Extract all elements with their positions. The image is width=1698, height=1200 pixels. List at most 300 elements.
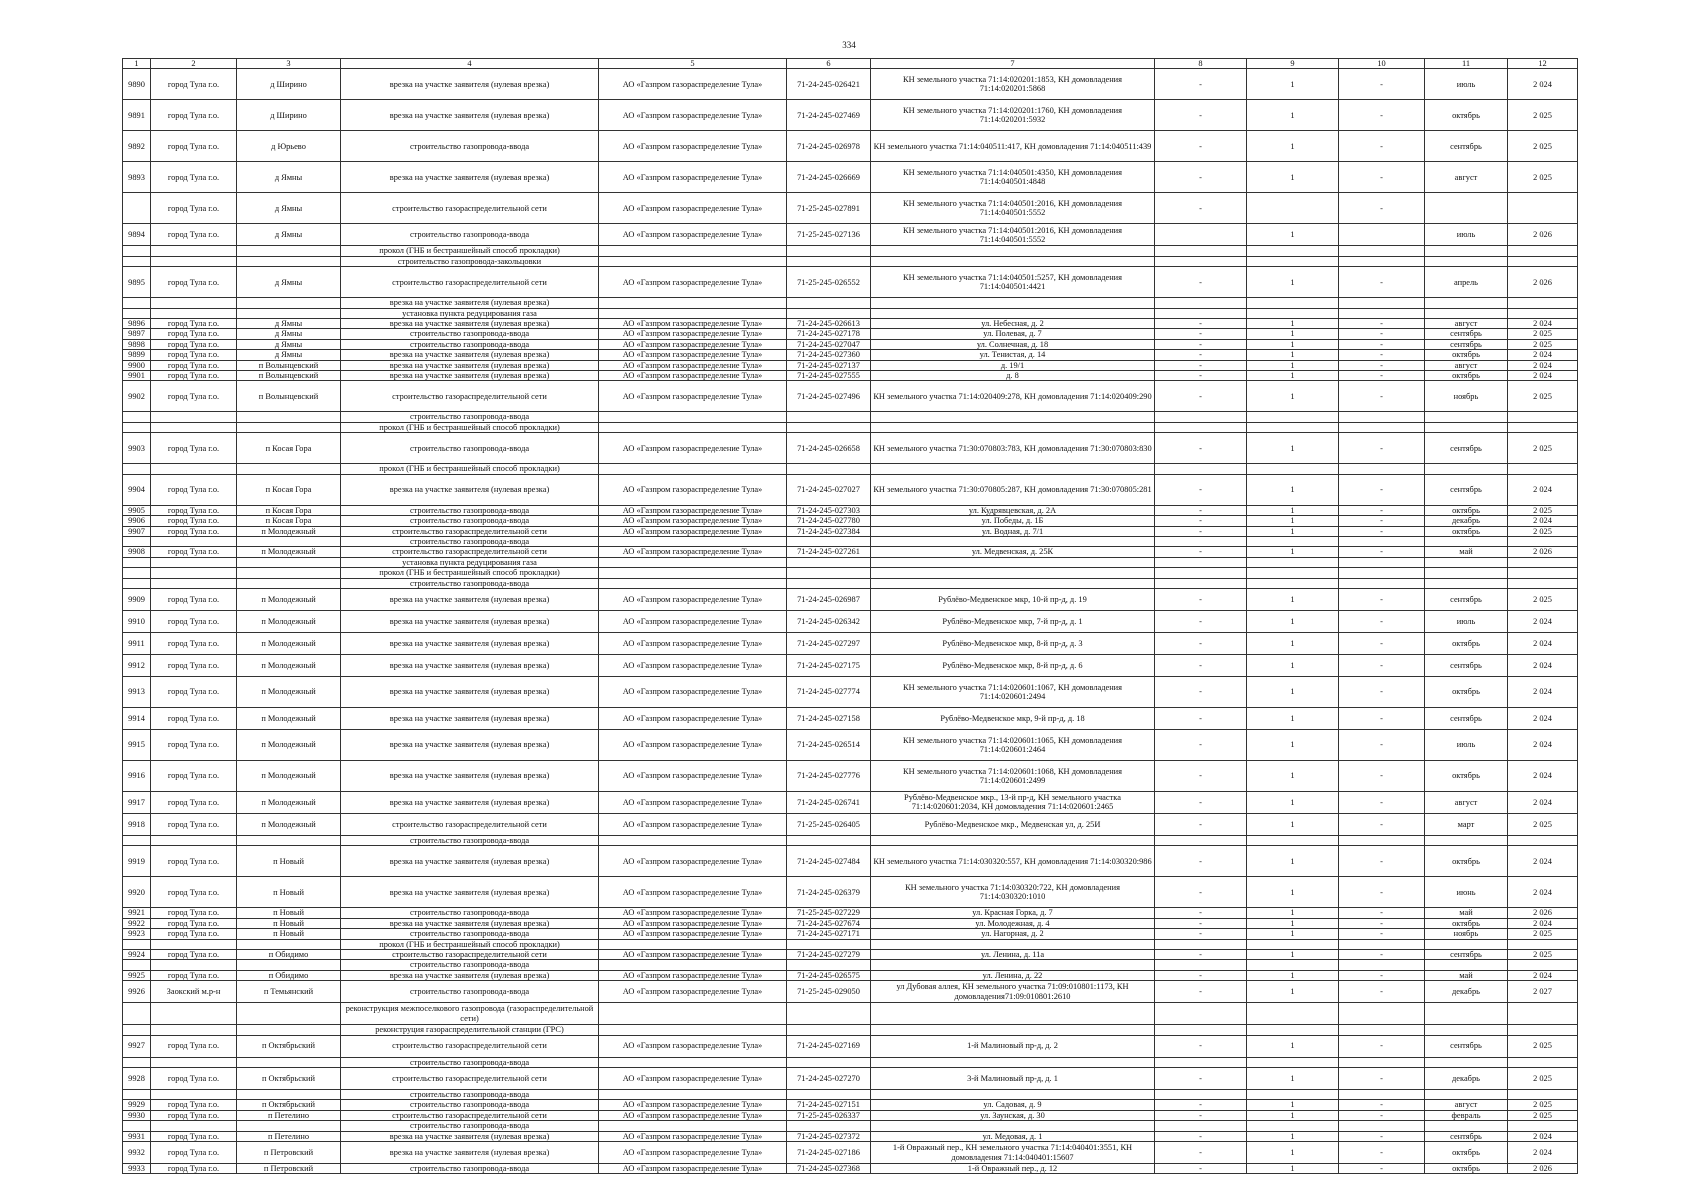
code-cell: 71-24-245-027297 <box>787 632 871 654</box>
municipality-cell: город Тула г.о. <box>151 791 237 813</box>
table-row <box>123 1164 1578 1174</box>
municipality-cell <box>151 578 237 588</box>
month-cell: август <box>1425 791 1508 813</box>
row-number-cell: 9907 <box>123 526 151 536</box>
municipality-cell: город Тула г.о. <box>151 707 237 729</box>
col10-cell: - <box>1339 193 1425 224</box>
col8-cell: - <box>1155 267 1247 298</box>
organization-cell: АО «Газпром газораспределение Тула» <box>599 526 787 536</box>
col10-cell: - <box>1339 1035 1425 1057</box>
header-cell: 10 <box>1339 59 1425 69</box>
col8-cell <box>1155 412 1247 422</box>
row-number-cell: 9915 <box>123 729 151 760</box>
col8-cell: - <box>1155 319 1247 329</box>
code-cell <box>787 412 871 422</box>
table-row <box>123 610 1578 632</box>
row-number-cell: 9928 <box>123 1068 151 1090</box>
row-number-cell <box>123 422 151 432</box>
row-number-cell <box>123 536 151 546</box>
col10-cell: - <box>1339 981 1425 1003</box>
municipality-cell <box>151 960 237 970</box>
organization-cell <box>599 960 787 970</box>
table-row <box>123 267 1578 298</box>
year-cell: 2 024 <box>1508 970 1578 980</box>
locality-cell <box>237 578 341 588</box>
month-cell: октябрь <box>1425 350 1508 360</box>
locality-cell: п Молодежный <box>237 547 341 557</box>
code-cell: 71-25-245-027891 <box>787 193 871 224</box>
locality-cell: п Новый <box>237 929 341 939</box>
locality-cell: п Обидимо <box>237 970 341 980</box>
col8-cell: - <box>1155 760 1247 791</box>
address-cell: ул. Полевая, д. 7 <box>871 329 1155 339</box>
year-cell: 2 024 <box>1508 1131 1578 1141</box>
address-cell: 1-й Малиновый пр-д, д. 2 <box>871 1035 1155 1057</box>
work-type-cell: врезка на участке заявителя (нулевая врезка) <box>341 632 599 654</box>
table-row <box>123 949 1578 959</box>
table-row <box>123 939 1578 949</box>
year-cell: 2 024 <box>1508 654 1578 676</box>
row-number-cell: 9895 <box>123 267 151 298</box>
organization-cell <box>599 256 787 266</box>
month-cell: март <box>1425 813 1508 835</box>
table-row <box>123 350 1578 360</box>
col10-cell: - <box>1339 929 1425 939</box>
row-number-cell: 9899 <box>123 350 151 360</box>
code-cell: 71-24-245-026658 <box>787 433 871 464</box>
header-row <box>123 59 1578 69</box>
organization-cell: АО «Газпром газораспределение Тула» <box>599 267 787 298</box>
address-cell <box>871 1025 1155 1035</box>
row-number-cell: 9896 <box>123 319 151 329</box>
col9-cell: 1 <box>1247 516 1339 526</box>
code-cell: 71-24-245-027151 <box>787 1100 871 1110</box>
col8-cell <box>1155 536 1247 546</box>
row-number-cell <box>123 193 151 224</box>
row-number-cell <box>123 557 151 567</box>
address-cell <box>871 308 1155 318</box>
address-cell: ул. Медвенская, д. 25К <box>871 547 1155 557</box>
municipality-cell: город Тула г.о. <box>151 162 237 193</box>
table-row <box>123 308 1578 318</box>
row-number-cell: 9900 <box>123 360 151 370</box>
row-number-cell <box>123 246 151 256</box>
municipality-cell: город Тула г.о. <box>151 100 237 131</box>
col10-cell: - <box>1339 632 1425 654</box>
municipality-cell: город Тула г.о. <box>151 547 237 557</box>
col10-cell <box>1339 298 1425 308</box>
locality-cell: п Обидимо <box>237 949 341 959</box>
code-cell <box>787 422 871 432</box>
year-cell <box>1508 1003 1578 1025</box>
code-cell: 71-24-245-027496 <box>787 381 871 412</box>
municipality-cell: город Тула г.о. <box>151 610 237 632</box>
col9-cell <box>1247 256 1339 266</box>
table-row <box>123 760 1578 791</box>
municipality-cell: город Тула г.о. <box>151 846 237 877</box>
year-cell <box>1508 246 1578 256</box>
col10-cell <box>1339 308 1425 318</box>
col10-cell: - <box>1339 877 1425 908</box>
col9-cell: 1 <box>1247 1068 1339 1090</box>
row-number-cell: 9910 <box>123 610 151 632</box>
header-cell: 3 <box>237 59 341 69</box>
row-number-cell <box>123 939 151 949</box>
code-cell: 71-24-245-026342 <box>787 610 871 632</box>
col10-cell: - <box>1339 918 1425 928</box>
locality-cell <box>237 557 341 567</box>
col10-cell: - <box>1339 547 1425 557</box>
col8-cell: - <box>1155 69 1247 100</box>
col10-cell: - <box>1339 381 1425 412</box>
table-row <box>123 1035 1578 1057</box>
month-cell <box>1425 298 1508 308</box>
col10-cell <box>1339 464 1425 474</box>
col8-cell <box>1155 298 1247 308</box>
code-cell: 71-24-245-026421 <box>787 69 871 100</box>
code-cell: 71-24-245-027158 <box>787 707 871 729</box>
table-row <box>123 791 1578 813</box>
organization-cell: АО «Газпром газораспределение Тула» <box>599 371 787 381</box>
col8-cell: - <box>1155 1131 1247 1141</box>
month-cell: сентябрь <box>1425 339 1508 349</box>
locality-cell: п Молодежный <box>237 588 341 610</box>
month-cell <box>1425 568 1508 578</box>
col8-cell <box>1155 1057 1247 1067</box>
organization-cell: АО «Газпром газораспределение Тула» <box>599 676 787 707</box>
organization-cell: АО «Газпром газораспределение Тула» <box>599 319 787 329</box>
table-row <box>123 1057 1578 1067</box>
col8-cell: - <box>1155 813 1247 835</box>
locality-cell: д Ямны <box>237 193 341 224</box>
municipality-cell <box>151 422 237 432</box>
code-cell: 71-24-245-027774 <box>787 676 871 707</box>
table-row <box>123 516 1578 526</box>
month-cell <box>1425 256 1508 266</box>
month-cell: декабрь <box>1425 981 1508 1003</box>
work-type-cell: строительство газопровода-ввода <box>341 433 599 464</box>
year-cell <box>1508 298 1578 308</box>
row-number-cell: 9903 <box>123 433 151 464</box>
col9-cell <box>1247 557 1339 567</box>
work-type-cell: прокол (ГНБ и бестраншейный способ прокладки) <box>341 568 599 578</box>
col8-cell: - <box>1155 908 1247 918</box>
code-cell: 71-24-245-027776 <box>787 760 871 791</box>
row-number-cell: 9905 <box>123 505 151 515</box>
col9-cell <box>1247 308 1339 318</box>
col9-cell: 1 <box>1247 1110 1339 1120</box>
work-type-cell: прокол (ГНБ и бестраншейный способ прокладки) <box>341 422 599 432</box>
year-cell: 2 024 <box>1508 69 1578 100</box>
code-cell <box>787 939 871 949</box>
work-type-cell: строительство газопровода-ввода <box>341 981 599 1003</box>
work-type-cell: врезка на участке заявителя (нулевая врезка) <box>341 298 599 308</box>
organization-cell <box>599 578 787 588</box>
month-cell <box>1425 422 1508 432</box>
municipality-cell <box>151 1090 237 1100</box>
work-type-cell: строительство газораспределительной сети <box>341 526 599 536</box>
work-type-cell: врезка на участке заявителя (нулевая врезка) <box>341 162 599 193</box>
organization-cell: АО «Газпром газораспределение Тула» <box>599 433 787 464</box>
municipality-cell: город Тула г.о. <box>151 1068 237 1090</box>
col9-cell: 1 <box>1247 1035 1339 1057</box>
col9-cell <box>1247 568 1339 578</box>
work-type-cell: врезка на участке заявителя (нулевая врезка) <box>341 676 599 707</box>
month-cell: октябрь <box>1425 676 1508 707</box>
year-cell: 2 024 <box>1508 350 1578 360</box>
code-cell: 71-24-245-027175 <box>787 654 871 676</box>
locality-cell <box>237 568 341 578</box>
locality-cell: п Новый <box>237 908 341 918</box>
municipality-cell: город Тула г.о. <box>151 131 237 162</box>
col9-cell: 1 <box>1247 100 1339 131</box>
organization-cell: АО «Газпром газораспределение Тула» <box>599 632 787 654</box>
year-cell: 2 024 <box>1508 791 1578 813</box>
address-cell: ул. Красная Горка, д. 7 <box>871 908 1155 918</box>
col8-cell: - <box>1155 707 1247 729</box>
col9-cell: 1 <box>1247 474 1339 505</box>
code-cell: 71-24-245-027384 <box>787 526 871 536</box>
col8-cell <box>1155 224 1247 246</box>
locality-cell: п Молодежный <box>237 676 341 707</box>
locality-cell <box>237 1090 341 1100</box>
code-cell <box>787 557 871 567</box>
table-row <box>123 846 1578 877</box>
col9-cell: 1 <box>1247 813 1339 835</box>
year-cell: 2 025 <box>1508 100 1578 131</box>
col9-cell: 1 <box>1247 877 1339 908</box>
code-cell <box>787 835 871 845</box>
address-cell: ул. Небесная, д. 2 <box>871 319 1155 329</box>
year-cell: 2 024 <box>1508 877 1578 908</box>
organization-cell <box>599 1057 787 1067</box>
col9-cell: 1 <box>1247 610 1339 632</box>
code-cell: 71-24-245-027137 <box>787 360 871 370</box>
col10-cell: - <box>1339 474 1425 505</box>
locality-cell: д Ямны <box>237 329 341 339</box>
municipality-cell: город Тула г.о. <box>151 654 237 676</box>
address-cell: Рублёво-Медвенское мкр, 8-й пр-д, д. 3 <box>871 632 1155 654</box>
work-type-cell: прокол (ГНБ и бестраншейный способ прокладки) <box>341 939 599 949</box>
col8-cell: - <box>1155 547 1247 557</box>
col10-cell: - <box>1339 69 1425 100</box>
work-type-cell: врезка на участке заявителя (нулевая врезка) <box>341 760 599 791</box>
table-row <box>123 381 1578 412</box>
year-cell: 2 024 <box>1508 632 1578 654</box>
locality-cell: п Молодежный <box>237 632 341 654</box>
col10-cell <box>1339 256 1425 266</box>
month-cell <box>1425 960 1508 970</box>
organization-cell <box>599 939 787 949</box>
month-cell: сентябрь <box>1425 433 1508 464</box>
row-number-cell: 9931 <box>123 1131 151 1141</box>
month-cell <box>1425 578 1508 588</box>
organization-cell <box>599 412 787 422</box>
municipality-cell: город Тула г.о. <box>151 433 237 464</box>
code-cell: 71-24-245-026514 <box>787 729 871 760</box>
municipality-cell: город Тула г.о. <box>151 329 237 339</box>
table-row <box>123 1110 1578 1120</box>
year-cell: 2 025 <box>1508 949 1578 959</box>
code-cell <box>787 536 871 546</box>
col10-cell: - <box>1339 588 1425 610</box>
locality-cell: п Новый <box>237 846 341 877</box>
address-cell: ул. Нагорная, д. 2 <box>871 929 1155 939</box>
table-row <box>123 162 1578 193</box>
col10-cell: - <box>1339 505 1425 515</box>
address-cell <box>871 464 1155 474</box>
col10-cell: - <box>1339 1142 1425 1164</box>
col9-cell <box>1247 464 1339 474</box>
month-cell: май <box>1425 970 1508 980</box>
col9-cell: 1 <box>1247 632 1339 654</box>
col10-cell: - <box>1339 610 1425 632</box>
row-number-cell: 9892 <box>123 131 151 162</box>
header-cell: 5 <box>599 59 787 69</box>
municipality-cell: город Тула г.о. <box>151 516 237 526</box>
row-number-cell: 9924 <box>123 949 151 959</box>
locality-cell <box>237 960 341 970</box>
work-type-cell: строительство газопровода-ввода <box>341 329 599 339</box>
table-row <box>123 256 1578 266</box>
work-type-cell: строительство газораспределительной сети <box>341 1110 599 1120</box>
locality-cell: п Молодежный <box>237 610 341 632</box>
work-type-cell: строительство газопровода-ввода <box>341 929 599 939</box>
col9-cell: 1 <box>1247 381 1339 412</box>
col9-cell <box>1247 536 1339 546</box>
municipality-cell: город Тула г.о. <box>151 319 237 329</box>
year-cell <box>1508 193 1578 224</box>
row-number-cell: 9921 <box>123 908 151 918</box>
address-cell: КН земельного участка 71:14:040511:417, КН домовладения 71:14:040511:439 <box>871 131 1155 162</box>
col9-cell: 1 <box>1247 949 1339 959</box>
row-number-cell: 9912 <box>123 654 151 676</box>
col9-cell: 1 <box>1247 267 1339 298</box>
year-cell: 2 025 <box>1508 339 1578 349</box>
code-cell: 71-24-245-027469 <box>787 100 871 131</box>
col9-cell: 1 <box>1247 360 1339 370</box>
col10-cell: - <box>1339 1110 1425 1120</box>
col10-cell: - <box>1339 654 1425 676</box>
table-row <box>123 371 1578 381</box>
code-cell: 71-24-245-026741 <box>787 791 871 813</box>
address-cell: ул. Тенистая, д. 14 <box>871 350 1155 360</box>
row-number-cell: 9908 <box>123 547 151 557</box>
col9-cell: 1 <box>1247 760 1339 791</box>
work-type-cell: строительство газораспределительной сети <box>341 1068 599 1090</box>
month-cell: июль <box>1425 224 1508 246</box>
work-type-cell: строительство газораспределительной сети <box>341 193 599 224</box>
organization-cell: АО «Газпром газораспределение Тула» <box>599 929 787 939</box>
row-number-cell: 9890 <box>123 69 151 100</box>
col10-cell: - <box>1339 1164 1425 1174</box>
row-number-cell: 9904 <box>123 474 151 505</box>
code-cell: 71-24-245-026987 <box>787 588 871 610</box>
organization-cell: АО «Газпром газораспределение Тула» <box>599 360 787 370</box>
table-row <box>123 422 1578 432</box>
organization-cell <box>599 422 787 432</box>
work-type-cell: врезка на участке заявителя (нулевая врезка) <box>341 319 599 329</box>
work-type-cell: строительство газораспределительной сети <box>341 381 599 412</box>
col9-cell: 1 <box>1247 918 1339 928</box>
month-cell: октябрь <box>1425 846 1508 877</box>
month-cell: октябрь <box>1425 760 1508 791</box>
row-number-cell: 9911 <box>123 632 151 654</box>
year-cell: 2 024 <box>1508 846 1578 877</box>
col9-cell <box>1247 1090 1339 1100</box>
municipality-cell: город Тула г.о. <box>151 813 237 835</box>
locality-cell: п Волынцевский <box>237 360 341 370</box>
code-cell: 71-24-245-027171 <box>787 929 871 939</box>
col8-cell: - <box>1155 1110 1247 1120</box>
col8-cell: - <box>1155 433 1247 464</box>
locality-cell: д Ямны <box>237 350 341 360</box>
municipality-cell: город Тула г.о. <box>151 267 237 298</box>
row-number-cell <box>123 1090 151 1100</box>
month-cell <box>1425 1003 1508 1025</box>
year-cell <box>1508 557 1578 567</box>
month-cell: апрель <box>1425 267 1508 298</box>
municipality-cell: город Тула г.о. <box>151 224 237 246</box>
col9-cell <box>1247 939 1339 949</box>
col8-cell <box>1155 246 1247 256</box>
col10-cell: - <box>1339 970 1425 980</box>
table-row <box>123 505 1578 515</box>
organization-cell <box>599 1121 787 1131</box>
year-cell <box>1508 835 1578 845</box>
col10-cell <box>1339 412 1425 422</box>
municipality-cell: город Тула г.о. <box>151 929 237 939</box>
locality-cell: п Молодежный <box>237 813 341 835</box>
work-type-cell: строительство газопровода-ввода <box>341 412 599 422</box>
code-cell: 71-24-245-027178 <box>787 329 871 339</box>
col9-cell: 1 <box>1247 319 1339 329</box>
col8-cell: - <box>1155 526 1247 536</box>
locality-cell: п Молодежный <box>237 791 341 813</box>
table-row <box>123 654 1578 676</box>
organization-cell: АО «Газпром газораспределение Тула» <box>599 908 787 918</box>
locality-cell: п Петелино <box>237 1110 341 1120</box>
table-row <box>123 729 1578 760</box>
year-cell: 2 025 <box>1508 929 1578 939</box>
code-cell: 71-25-245-027136 <box>787 224 871 246</box>
municipality-cell: город Тула г.о. <box>151 1100 237 1110</box>
municipality-cell <box>151 1025 237 1035</box>
work-type-cell: строительство газопровода-ввода <box>341 536 599 546</box>
organization-cell: АО «Газпром газораспределение Тула» <box>599 350 787 360</box>
organization-cell: АО «Газпром газораспределение Тула» <box>599 329 787 339</box>
month-cell: октябрь <box>1425 371 1508 381</box>
organization-cell: АО «Газпром газораспределение Тула» <box>599 1131 787 1141</box>
code-cell: 71-24-245-027279 <box>787 949 871 959</box>
col8-cell <box>1155 1025 1247 1035</box>
table-row <box>123 588 1578 610</box>
year-cell: 2 025 <box>1508 505 1578 515</box>
table-row <box>123 707 1578 729</box>
header-cell: 12 <box>1508 59 1578 69</box>
table-row <box>123 1131 1578 1141</box>
year-cell <box>1508 536 1578 546</box>
col9-cell: 1 <box>1247 654 1339 676</box>
address-cell: Рублёво-Медвенское мкр, 10-й пр-д, д. 19 <box>871 588 1155 610</box>
year-cell <box>1508 1025 1578 1035</box>
month-cell: сентябрь <box>1425 329 1508 339</box>
row-number-cell <box>123 578 151 588</box>
code-cell <box>787 1057 871 1067</box>
col8-cell <box>1155 939 1247 949</box>
year-cell: 2 025 <box>1508 162 1578 193</box>
municipality-cell: город Тула г.о. <box>151 69 237 100</box>
